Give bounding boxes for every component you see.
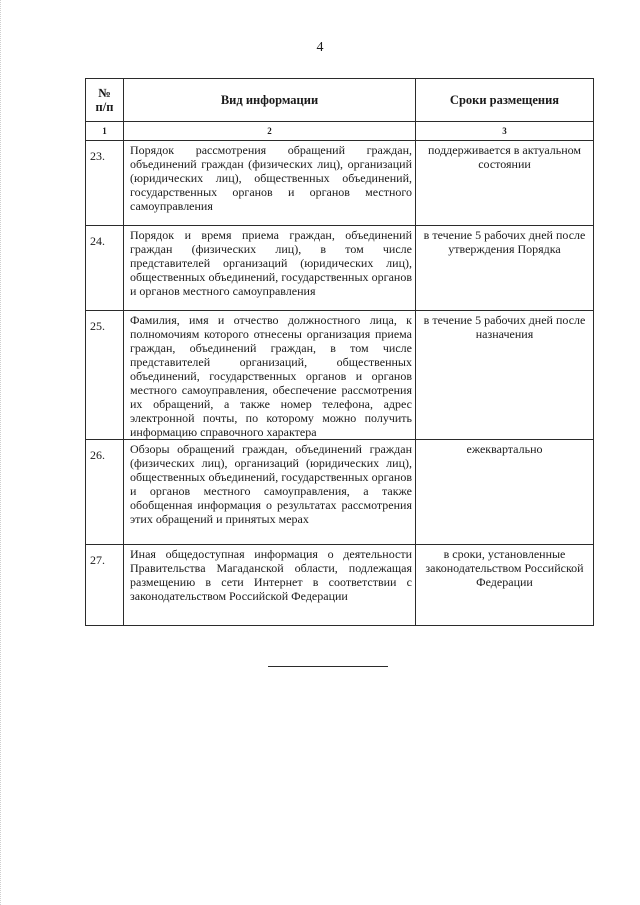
row-placement-term: в течение 5 рабочих дней после утверждения Порядка: [416, 226, 594, 311]
row-placement-term: ежеквартально: [416, 440, 594, 545]
row-information-type: Иная общедоступная информация о деятельности Правительства Магаданской области, подлежащая размещению в сети Интернет в соответствии с законодательством Российской Федерации: [124, 545, 416, 626]
row-information-type: Порядок и время приема граждан, объединений граждан (физических лиц), в том числе представителей организаций (юридических лиц), общественных объединений, государственных органов и органов местного самоуправления: [124, 226, 416, 311]
row-number: 25.: [86, 311, 124, 440]
header-num: № п/п: [86, 79, 124, 122]
page-number: 4: [316, 40, 324, 55]
row-information-type: Обзоры обращений граждан, объединений граждан (физических лиц), организаций (юридических лиц), общественных объединений, государственных органов и органов местного самоуправления, а также обобщенная информация о результатах рассмотрения этих обращений и принятых мерах: [124, 440, 416, 545]
closing-rule: [268, 666, 388, 667]
row-number: 24.: [86, 226, 124, 311]
header-information-type: Вид информации: [124, 79, 416, 122]
row-number: 26.: [86, 440, 124, 545]
row-placement-term: в сроки, установленные законодательством Российской Федерации: [416, 545, 594, 626]
row-number: 23.: [86, 141, 124, 226]
header-placement-terms: Сроки размещения: [416, 79, 594, 122]
table-row: [86, 545, 594, 626]
table-row: [86, 141, 594, 226]
column-number: 1: [86, 122, 124, 141]
table-header-row: [86, 79, 594, 122]
table-row: [86, 226, 594, 311]
column-number-row: [86, 122, 594, 141]
row-information-type: Фамилия, имя и отчество должностного лица, к полномочиям которого отнесены организация приема граждан, объединений граждан, в том числе представителей организаций, общественных объединений, государственных органов и органов местного самоуправления, обеспечение рассмотрения их обращений, а также номер телефона, адрес электронной почты, по которому можно получить информацию справочного характера: [124, 311, 416, 440]
information-table: [85, 78, 594, 626]
table-row: [86, 311, 594, 440]
row-placement-term: поддерживается в актуальном состоянии: [416, 141, 594, 226]
row-information-type: Порядок рассмотрения обращений граждан, объединений граждан (физических лиц), организаций (юридических лиц), общественных объединений, государственных органов и органов местного самоуправления: [124, 141, 416, 226]
scan-margin-edge: [0, 0, 3, 905]
row-placement-term: в течение 5 рабочих дней после назначения: [416, 311, 594, 440]
column-number: 3: [416, 122, 594, 141]
row-number: 27.: [86, 545, 124, 626]
table-row: [86, 440, 594, 545]
column-number: 2: [124, 122, 416, 141]
